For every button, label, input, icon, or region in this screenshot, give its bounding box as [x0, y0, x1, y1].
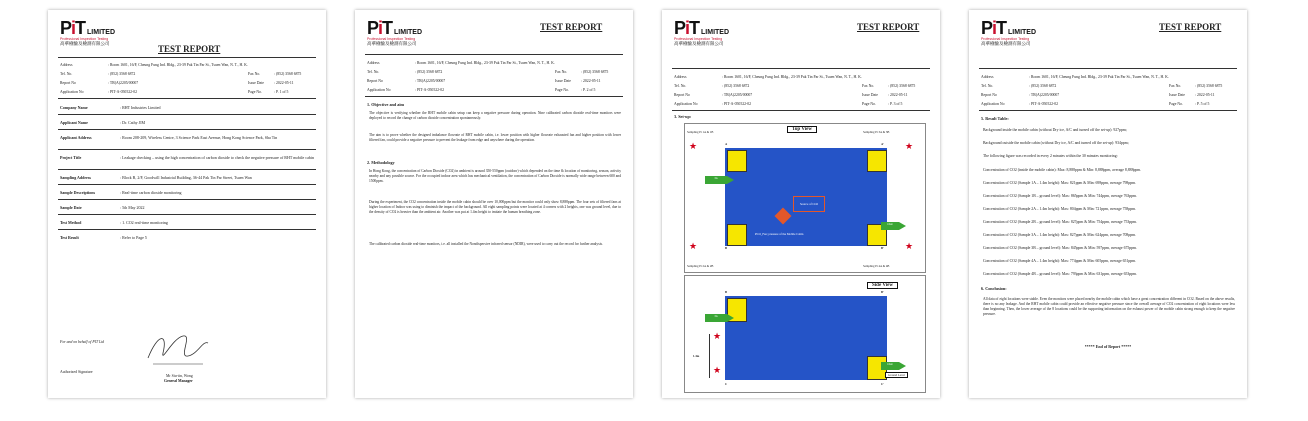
side-view-label: Side View	[867, 282, 898, 289]
logo-brand: PiT	[367, 18, 393, 38]
result-line: Concentration of CO2 (Sample 1B – ground level): Max: 865ppm & Min: 744ppm, average 763ppm.	[983, 194, 1137, 198]
result-line: The following figure was recorded in every 2 minutes within the 30 minutes monitoring:	[983, 154, 1118, 158]
authorized-label: Authorized Signature	[60, 370, 93, 374]
section-result-table: 5. Result Table:	[981, 116, 1009, 121]
star-icon: ★	[689, 141, 698, 151]
result-line: Concentration of CO2 (Sample 4A – 1.4m height): Max: 774ppm & Min: 605ppm, average 651ppm.	[983, 259, 1137, 263]
company-logo: PiT LIMITED Professional Inspection Testing 高華檢驗及檢測有限公司	[674, 18, 730, 47]
cabin-side-view	[725, 296, 887, 380]
report-header: Address : Room 1601, 16/F, Cheung Fung Ind. Bldg., 23-39 Pak Tin Par St., Tsuen Wan, N. T., H. K. Tel. No. : (852) 3568 6872 Fax No. : (852) 3568 6875 Report No : TR(A)2205/00007 Issue Date : 2022-05-11 Application No : PIT-A-050522-02 Page No. : P. 3 of 5	[674, 74, 916, 106]
result-line: Concentration of CO2 (Sample 3A – 1.4m height): Max: 827ppm & Min: 624ppm, average 708ppm.	[983, 233, 1137, 237]
sampling-label-3: Sampling Pt 2A & 2B	[687, 264, 714, 268]
field-test-method: Test Method : 1. CO2 real-time monitoring	[60, 220, 168, 225]
report-page-4	[969, 10, 1247, 398]
section-conclusion: 6. Conclusion:	[981, 286, 1007, 291]
logo-chinese: 高華檢驗及檢測有限公司	[60, 42, 110, 47]
arrow-right-icon	[727, 176, 734, 184]
fan-label: PCO_Fan; pressure of the Mobile Cabin	[755, 232, 804, 236]
star-icon: ★	[713, 331, 722, 341]
height-label: 1.4m	[693, 354, 700, 358]
field-sample-descriptions: Sample Descriptions : Real-time carbon dioxide monitoring	[60, 190, 182, 195]
signature-image	[143, 328, 213, 368]
fan-box	[727, 150, 747, 172]
page-title: TEST REPORT	[1159, 22, 1222, 32]
field-sample-date: Sample Date : 5th May 2022	[60, 205, 145, 210]
result-line: Background inside the mobile cabin (without Dry ice, A/C and turned off the set-up): 927ppm;	[983, 128, 1127, 132]
field-project-title: Project Title : Leakage checking – using the high concentration of carbon dioxide to check the negative pressure of RHT mobile cabin	[60, 155, 314, 160]
result-line: Concentration of CO2 (Sample 2B – ground level): Max: 827ppm & Min: 754ppm, average 753ppm.	[983, 220, 1137, 224]
divider	[58, 57, 316, 58]
co2-source-box: Source of CO2	[793, 196, 825, 212]
objective-paragraph-1: The objective is verifying whether the RHT mobile cabin setup can keep a negative pressure during operation. Nine calibrated carbon dioxide real-time monitors were deployed to record the change of carbon dioxide concentration spontaneously.	[369, 111, 621, 120]
top-view-diagram: Top View Sampling Pt 1A & 1B Sampling Pt 3A & 3B Sampling Pt 2A & 2B Sampling Pt 4A & 4B A A' B B' ★ ★ ★ ★ In Out Source of CO2 PCO_Fan; pressure of the Mobile Cabin	[684, 123, 926, 273]
signer-role: General Manager	[164, 379, 193, 383]
top-view-label: Top View	[787, 126, 817, 133]
arrow-right-icon	[899, 222, 906, 230]
field-applicant-name: Applicant Name : Dr. Cathy JIM	[60, 120, 146, 125]
report-header: Address : Room 1601, 16/F, Cheung Fung Ind. Bldg., 23-39 Pak Tin Par St., Tsuen Wan, N. T., H. K. Tel. No. : (852) 3568 6872 Fax No. : (852) 3568 6875 Report No : TR(A)2205/00007 Issue Date : 2022-05-11 Application No : PIT-A-050522-02 Page No. : P. 5 of 5	[981, 74, 1223, 106]
sampling-label-2: Sampling Pt 3A & 3B	[863, 130, 890, 134]
report-page-2	[355, 10, 633, 398]
conclusion-paragraph: All data of eight locations were stable. Even the monitors were placed nearby the mobile cabin which have a great concentration different in CO2. Based on the above results, there is no any leakage. And the RHT mobile cabin could provide an effective negative pressure since the overall average of CO2 concentration of eight locations were less than beginning. Then, the lower average of the 8 locations could be the supporting information on the exhaust power of the mobile cabin strong enough to keep the negative pressure.	[983, 297, 1235, 316]
result-line: Concentration of CO2 (inside the mobile cabin): Max: 8,888ppm & Min: 8,888ppm, average 8,888ppm.	[983, 168, 1142, 172]
logo-brand: PiT	[674, 18, 700, 38]
page-title: TEST REPORT	[158, 44, 221, 54]
in-label: In	[705, 314, 727, 322]
result-line: Concentration of CO2 (Sample 1A – 1.4m height): Max: 821ppm & Min: 698ppm, average 798ppm.	[983, 181, 1137, 185]
star-icon: ★	[905, 141, 914, 151]
report-header: Address : Room 1601, 16/F, Cheung Fung Ind. Bldg., 23-39 Pak Tin Par St., Tsuen Wan, N. T., H. K. Tel. No. : (852) 3568 6872 Fax No. : (852) 3568 6875 Report No : TR(A)2205/00007 Issue Date : 2022-05-11 Application No : PIT-A-050522-02 Page No. : P. 2 of 5	[367, 60, 609, 92]
in-label: In	[705, 176, 727, 184]
out-label: Out	[881, 362, 899, 370]
section-objective: 1. Objective and aim	[367, 102, 404, 107]
result-line: Background outside the mobile cabin (without Dry ice, A/C and turned off the set-up): 934ppm;	[983, 141, 1129, 145]
field-applicant-address: Applicant Address : Room 208-209, Wireless Centre, 3 Science Park East Avenue, Hong Kong Science Park, Sha Tin	[60, 135, 278, 140]
out-label: Out	[881, 222, 899, 230]
end-of-report: ***** End of Report *****	[1084, 344, 1132, 349]
field-test-result: Test Result : Refer to Page 5	[60, 235, 147, 240]
objective-paragraph-2: The aim is to prove whether the designed imbalance flowrate of RHT mobile cabin, i.e. lower position with higher flowrate exhausted fan and higher position with lower filtered fan, could provide a negative pressure to prevent the leakage from edge and anywhere during the operation.	[369, 133, 621, 142]
result-line: Concentration of CO2 (Sample 2A – 1.4m height): Max: 804ppm & Min: 721ppm, average 758ppm.	[983, 207, 1137, 211]
company-logo	[60, 18, 115, 47]
report-page-1	[48, 10, 326, 398]
field-company-name: Company Name : RHT Industries Limited	[60, 105, 161, 110]
star-icon: ★	[689, 241, 698, 251]
divider	[58, 98, 316, 99]
report-page-3	[662, 10, 940, 398]
fan-box	[867, 150, 887, 172]
result-line: Concentration of CO2 (Sample 4B – ground level): Max: 793ppm & Min: 631ppm, average 653ppm.	[983, 272, 1137, 276]
behalf-text: For and on behalf of PIT Ltd	[60, 340, 105, 344]
ground-level-label: Ground Level	[885, 372, 908, 378]
field-sampling-address: Sampling Address : Block B, 2/F, Goodwill Industrial Building, 36-44 Pak Tin Par Street, Tsuen Wan	[60, 175, 252, 180]
logo-brand: PiT	[60, 18, 86, 38]
page-title: TEST REPORT	[540, 22, 603, 32]
company-logo: PiT LIMITED Professional Inspection Testing 高華檢驗及檢測有限公司	[367, 18, 423, 47]
arrow-right-icon	[899, 362, 906, 370]
methodology-paragraph-2: During the experiment, the CO2 concentration inside the mobile cabin should be over 10,000ppm but the monitor could only show 8,888ppm. The four sets of filtered fans at higher location of Indoor was using to diminish the impact of the background. All eight sampling points were located at 4 corners with 2 heights, one was ground level, due to the density of CO2 is heavier than the ambient air. Another was put at 1.4m height to imitate the human breathing zone.	[369, 200, 621, 214]
star-icon: ★	[905, 241, 914, 251]
logo-brand: PiT	[981, 18, 1007, 38]
sampling-label-4: Sampling Pt 4A & 4B	[863, 264, 890, 268]
report-header: Address : Room 1601, 16/F, Cheung Fung Ind. Bldg., 23-39 Pak Tin Par St., Tsuen Wan, N. T., H. K. Tel. No. : (852) 3568 6872 Fax No. : (852) 3568 6875 Report No : TR(A)2205/00007 Issue Date : 2022-05-11 Application No : PIT-A-050522-02 Page No. : P. 1 of 5	[60, 62, 302, 94]
height-marker	[709, 334, 710, 378]
fan-box	[727, 224, 747, 246]
section-setup: 3. Set-up:	[674, 114, 692, 119]
company-logo: PiT LIMITED Professional Inspection Testing 高華檢驗及檢測有限公司	[981, 18, 1037, 47]
logo-subtitle: Professional Inspection Testing	[60, 37, 109, 41]
signer-name: Mr Siu-tin, Wong	[166, 374, 193, 378]
methodology-paragraph-3: The calibrated carbon dioxide real-time monitors, i.e. all installed the Nondispersive infrared sensor (NDIR), were used to carry out the record for further analysis.	[369, 242, 603, 246]
side-view-diagram: Side View B B' C C' In Out ★ ★ 1.4m Ground Level	[684, 275, 926, 393]
page-title: TEST REPORT	[857, 22, 920, 32]
result-line: Concentration of CO2 (Sample 3B – ground level): Max: 845ppm & Min: 597ppm, average 675ppm.	[983, 246, 1137, 250]
sampling-label-1: Sampling Pt 1A & 1B	[687, 130, 714, 134]
logo-limited: LIMITED	[87, 29, 116, 36]
arrow-right-icon	[727, 314, 734, 322]
star-icon: ★	[713, 365, 722, 375]
methodology-paragraph-1: In Hong Kong, the concentration of Carbon Dioxide (CO2) in ambient is around 350-550ppm (outdoor) which depended on the time & location of monitoring, season, activity nearby and any possible source. For the occupied indoor area which has mechanical ventilation, the concentration of Carbon Dioxide is normally wide range between 600 and 1500ppm.	[369, 169, 621, 183]
section-methodology: 2. Methodology	[367, 160, 395, 165]
